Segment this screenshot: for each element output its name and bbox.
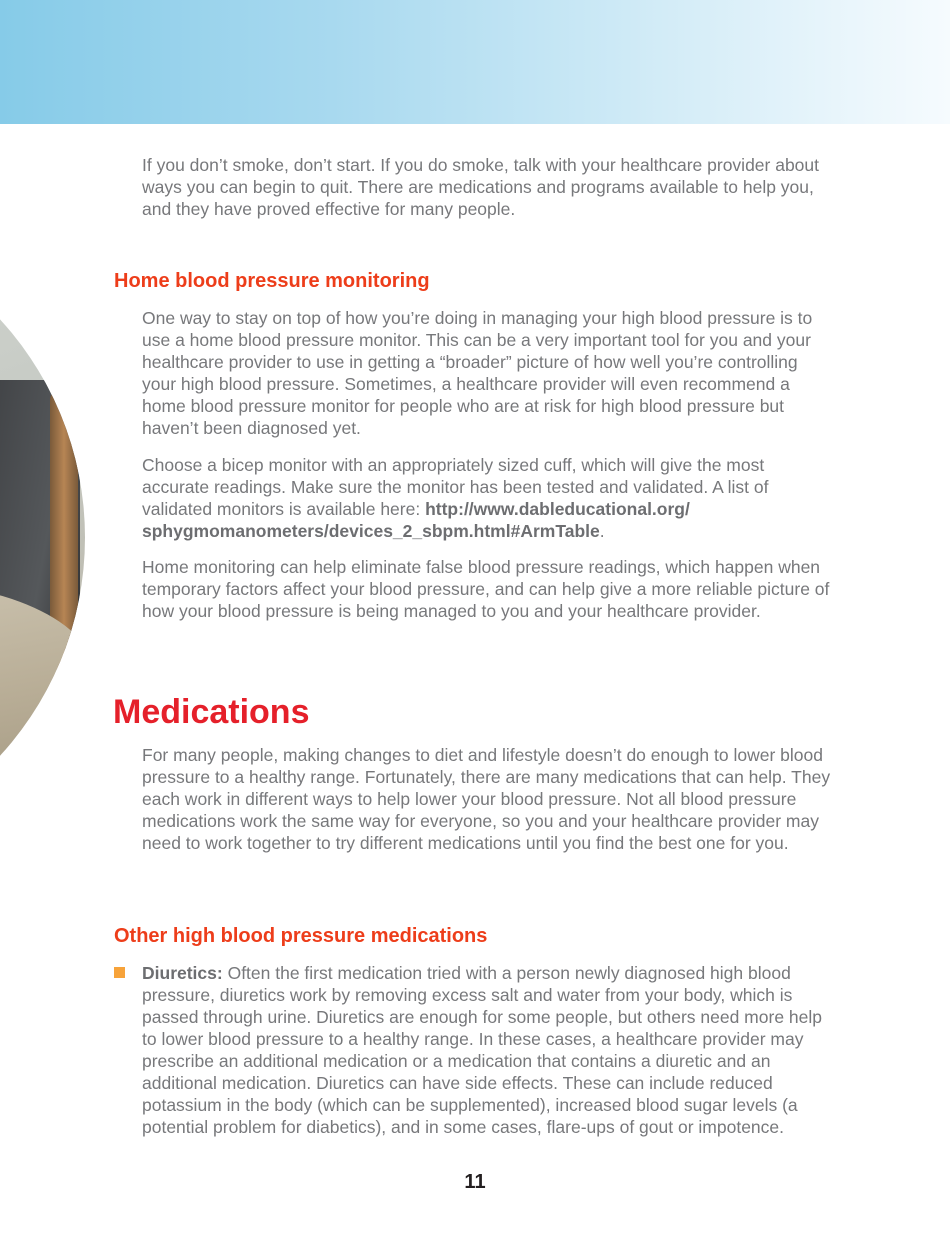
bullet-square-icon — [114, 967, 125, 978]
link-url-part-1: http://www.dableducational.org/ — [425, 499, 690, 519]
home-monitoring-paragraph-3: Home monitoring can help eliminate false blood pressure readings, which happen when temporary factors affect your blood pressure, and can help give a more reliable picture of how your blood pressure is being managed to you and your healthcare provider. — [142, 557, 830, 621]
medications-paragraph: For many people, making changes to diet and lifestyle doesn’t do enough to lower blood pressure to a healthy range. Fortunately, there are many medications that can help. They each work in different ways to help lower your blood pressure. Not all blood pressure medications work the same way for everyone, so you and your healthcare provider may need to work together to try different medications until you find the best one for you. — [142, 745, 831, 853]
home-monitoring-paragraph-1: One way to stay on top of how you’re doing in managing your high blood pressure is to use a home blood pressure monitor. This can be a very important tool for you and your healthcare provider to use in getting a “broader” picture of how well you’re controlling your high blood pressure. Sometimes, a healthcare provider will even recommend a home blood pressure monitor for people who are at risk for high blood pressure but haven’t been diagnosed yet. — [142, 308, 813, 438]
paragraph-period: . — [599, 521, 605, 541]
diuretics-term: Diuretics: — [142, 963, 223, 983]
medications-title: Medications — [113, 693, 310, 731]
link-url-part-2: sphygmomanometers/devices_2_sbpm.html#ArmTable — [142, 521, 600, 541]
home-monitoring-heading: Home blood pressure monitoring — [114, 270, 430, 292]
diuretics-list-item — [142, 962, 834, 1138]
monitor-advice-text: Choose a bicep monitor with an appropriately sized cuff, which will give the most accurate readings. Make sure the monitor has been tested and validated. A list of validated monitors is available here: — [142, 455, 769, 519]
page-number: 11 — [464, 1171, 486, 1193]
diuretics-description: Often the first medication tried with a person newly diagnosed high blood pressure, diuretics work by removing excess salt and water from your body, which is passed through urine. Diuretics are enough for some people, but others need more help to lower blood pressure to a healthy range. In these cases, a healthcare provider may prescribe an additional medication or a medication that contains a diuretic and an additional medication. Diuretics can have side effects. These can include reduced potassium in the body (which can be supplemented), increased blood sugar levels (a potential problem for diabetics), and in some cases, flare-ups of gout or impotence. — [142, 963, 823, 1137]
home-monitoring-paragraph-2 — [142, 454, 834, 542]
other-medications-heading: Other high blood pressure medications — [114, 925, 488, 947]
smoking-paragraph: If you don’t smoke, don’t start. If you do smoke, talk with your healthcare provider about ways you can begin to quit. There are medications and programs available to help you, and they have proved effective for many people. — [142, 155, 820, 219]
